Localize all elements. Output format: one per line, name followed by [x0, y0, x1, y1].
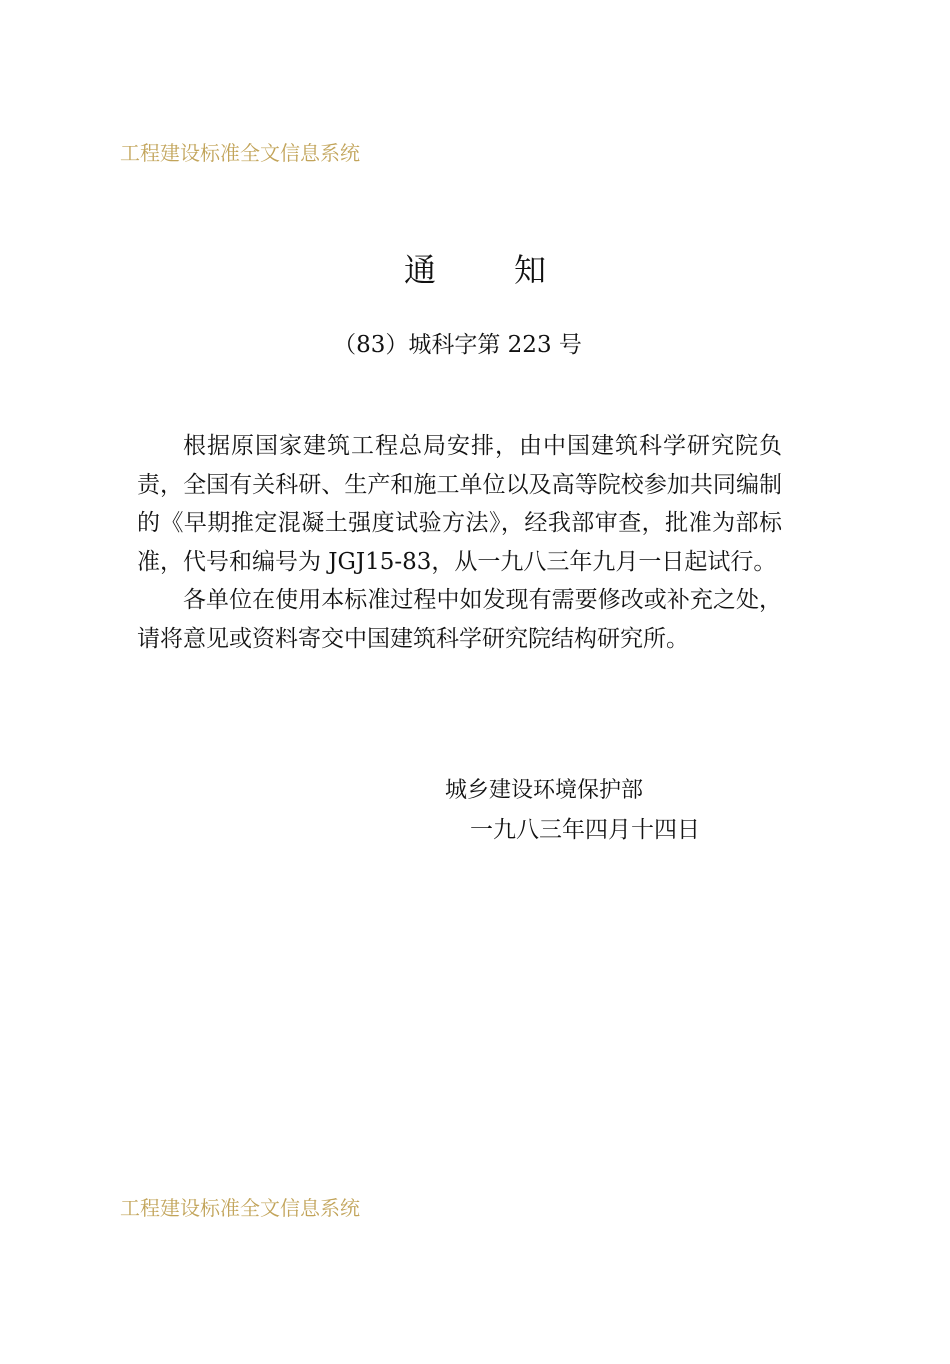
footer-watermark: 工程建设标准全文信息系统 — [120, 1196, 360, 1220]
notice-body — [137, 427, 782, 658]
issue-date: 一九八三年四月十四日 — [470, 817, 700, 843]
header-watermark: 工程建设标准全文信息系统 — [120, 141, 360, 165]
notice-title — [0, 250, 950, 290]
notice-title-char-2: 知 — [514, 251, 547, 289]
issuer-signature: 城乡建设环境保护部 — [445, 778, 644, 803]
body-paragraph-1: 根据原国家建筑工程总局安排，由中国建筑科学研究院负责，全国有关科研、生产和施工单位以及高等院校参加共同编制的《早期推定混凝土强度试验方法》，经我部审查，批准为部标准，代号和编号为 JGJ15-83，从一九八三年九月一日起试行。 — [137, 433, 782, 575]
body-paragraph-2: 各单位在使用本标准过程中如发现有需要修改或补充之处，请将意见或资料寄交中国建筑科学研究院结构研究所。 — [137, 587, 782, 652]
notice-title-char-1: 通 — [403, 251, 436, 289]
document-number: （83）城科字第 223 号 — [333, 332, 582, 358]
